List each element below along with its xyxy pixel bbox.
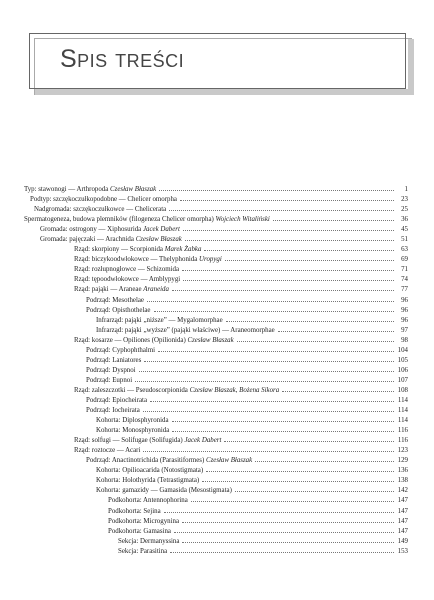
- toc-dot-leader: [172, 290, 394, 291]
- toc-entry-author: Czesław Błaszak: [135, 236, 182, 244]
- toc-page-number: 136: [397, 467, 408, 475]
- toc-entry-label: [86, 356, 141, 366]
- toc-entry-label: [74, 265, 179, 275]
- toc-entry: [24, 496, 408, 506]
- toc-page-number: 129: [397, 457, 408, 465]
- toc-entry-title: Podkohorta: Sejina: [108, 507, 161, 515]
- toc-page-number: 74: [401, 276, 408, 284]
- toc-entry-author: Wojciech Witaliński: [215, 216, 270, 224]
- toc-entry-label: [86, 346, 155, 356]
- header-shadow-right: [408, 39, 414, 95]
- toc-dot-leader: [255, 461, 394, 462]
- toc-entry-title: Kohorta: Diplosphyronida: [96, 417, 169, 425]
- toc-entry-title: Podrząd: Cyphophthalmi: [86, 346, 156, 354]
- toc-dot-leader: [237, 341, 394, 342]
- toc-entry-title: Kohorta: Monosphyronida: [96, 427, 170, 435]
- toc-dot-leader: [172, 421, 394, 422]
- toc-entry-title: Podtyp: szczękoczułkopodobne — Chelicer omorpha: [30, 196, 177, 204]
- toc-entry-label: [86, 376, 132, 386]
- toc-entry-label: [74, 255, 222, 265]
- toc-entry: [24, 306, 408, 316]
- toc-dot-leader: [159, 190, 394, 191]
- toc-dot-leader: [206, 471, 394, 472]
- toc-entry-title: Podrząd: Opisthothelae: [86, 306, 151, 314]
- toc-entry-title: Rząd: skorpiony — Scorpionida: [74, 246, 163, 254]
- toc-entry-title: Kohorta: gamazidy — Gamasida (Mesostigmata): [96, 487, 232, 495]
- toc-dot-leader: [144, 361, 394, 362]
- toc-entry-title: Rząd: tępoodwłokowce — Amblypygi: [74, 276, 181, 284]
- toc-dot-leader: [139, 371, 394, 372]
- toc-dot-leader: [143, 411, 394, 412]
- toc-dot-leader: [226, 321, 394, 322]
- page-title: Spis treści: [60, 45, 185, 73]
- toc-entry-label: [30, 195, 177, 205]
- toc-page-number: 108: [397, 386, 408, 394]
- toc-dot-leader: [225, 260, 394, 261]
- toc-entry: [24, 296, 408, 306]
- toc-entry: [24, 416, 408, 426]
- toc-entry: [24, 507, 408, 517]
- toc-entry-label: [118, 547, 167, 557]
- toc-entry-author: Czesław Błaszak, Bożena Sikora: [189, 386, 280, 394]
- toc-entry-label: [34, 205, 166, 215]
- toc-dot-leader: [235, 491, 394, 492]
- toc-dot-leader: [158, 351, 394, 352]
- toc-entry: [24, 386, 408, 396]
- toc-page-number: 25: [401, 206, 408, 214]
- toc-entry: [24, 406, 408, 416]
- toc-entry-title: Rząd: solfugi — Solifugae (Solifugida): [74, 437, 183, 445]
- toc-dot-leader: [164, 512, 394, 513]
- toc-entry: [24, 225, 408, 235]
- toc-entry-label: [96, 316, 223, 326]
- toc-entry: [24, 245, 408, 255]
- toc-entry-label: [24, 185, 156, 195]
- toc-entry: [24, 195, 408, 205]
- toc-entry-title: Typ: stawonogi — Arthropoda: [24, 186, 109, 193]
- toc-entry-label: [108, 517, 179, 527]
- toc-entry: [24, 466, 408, 476]
- table-of-contents: [24, 185, 408, 557]
- toc-dot-leader: [185, 240, 394, 241]
- header-shadow-bottom: [35, 89, 414, 95]
- toc-entry: [24, 376, 408, 386]
- toc-page-number: 69: [401, 256, 408, 264]
- toc-entry-label: [108, 507, 161, 517]
- toc-entry-author: Araneida: [143, 286, 169, 294]
- toc-dot-leader: [170, 552, 394, 553]
- toc-dot-leader: [204, 250, 394, 251]
- toc-entry-title: Sekcja: Parasitina: [118, 547, 168, 555]
- toc-entry-label: [96, 426, 169, 436]
- toc-entry: [24, 326, 408, 336]
- toc-page-number: 116: [397, 427, 408, 435]
- toc-page-number: 147: [397, 507, 408, 515]
- toc-entry-title: Rząd: rozłupnogłowce — Schizomida: [74, 266, 180, 274]
- toc-dot-leader: [182, 542, 394, 543]
- toc-entry-label: [96, 486, 232, 496]
- toc-page-number: 77: [401, 286, 408, 294]
- toc-page-number: 116: [397, 437, 408, 445]
- toc-entry-title: Rząd: roztocze — Acari: [74, 447, 141, 455]
- toc-entry: [24, 446, 408, 456]
- toc-entry-title: Podrząd: Anactinotrichida (Parasitiformes): [86, 457, 205, 465]
- toc-entry-title: Podrząd: Epiocheirata: [86, 396, 148, 404]
- toc-page-number: 114: [397, 407, 408, 415]
- toc-entry-label: [96, 326, 275, 336]
- toc-entry-title: Rząd: kosarze — Opiliones (Opilionida): [74, 336, 186, 344]
- toc-entry-title: Rząd: biczykoodwłokowce — Thelyphonida: [74, 256, 198, 264]
- toc-entry: [24, 255, 408, 265]
- toc-entry: [24, 205, 408, 215]
- toc-entry-label: [96, 416, 169, 426]
- toc-entry-title: Podkohorta: Antennophorina: [108, 497, 188, 505]
- toc-entry-title: Podkohorta: Microgynina: [108, 517, 180, 525]
- toc-entry-title: Podrząd: Mesothelae: [86, 296, 144, 304]
- toc-entry: [24, 275, 408, 285]
- toc-entry-label: [74, 275, 180, 285]
- toc-page-number: 138: [397, 477, 408, 485]
- toc-entry-label: [74, 245, 201, 255]
- toc-entry: [24, 547, 408, 557]
- toc-entry: [24, 265, 408, 275]
- toc-page-number: 153: [397, 547, 408, 555]
- toc-entry: [24, 486, 408, 496]
- toc-entry-label: [86, 406, 140, 416]
- toc-entry-label: [108, 527, 171, 537]
- toc-dot-leader: [182, 270, 394, 271]
- toc-dot-leader: [172, 431, 394, 432]
- toc-entry-title: Gromada: pajęczaki — Arachnida: [40, 236, 134, 244]
- toc-entry-author: Jacek Dabert: [142, 226, 180, 234]
- toc-dot-leader: [278, 331, 394, 332]
- toc-page-number: 96: [401, 306, 408, 314]
- toc-entry-title: Infrarząd: pająki „wyższe” (pająki właściwe) — Araneomorphae: [96, 326, 275, 334]
- toc-dot-leader: [273, 220, 394, 221]
- toc-page-number: 98: [401, 336, 408, 344]
- toc-dot-leader: [183, 230, 394, 231]
- toc-entry-label: [74, 336, 234, 346]
- toc-entry-label: [118, 537, 179, 547]
- toc-entry-label: [74, 386, 279, 396]
- toc-dot-leader: [135, 381, 394, 382]
- toc-entry: [24, 215, 408, 225]
- toc-page-number: 147: [397, 497, 408, 505]
- toc-dot-leader: [202, 481, 394, 482]
- toc-entry-label: [86, 366, 136, 376]
- toc-entry: [24, 456, 408, 466]
- toc-entry-title: Podrząd: Eupnoi: [86, 376, 133, 384]
- toc-page-number: 105: [397, 356, 408, 364]
- toc-entry-author: Czesław Błaszak: [110, 186, 157, 193]
- toc-entry-title: Podkohorta: Gamasina: [108, 527, 171, 535]
- toc-entry-label: [108, 496, 188, 506]
- toc-page-number: 104: [397, 346, 408, 354]
- toc-dot-leader: [174, 532, 394, 533]
- toc-entry-label: [86, 296, 144, 306]
- toc-entry-label: [96, 466, 203, 476]
- toc-entry-label: [74, 446, 140, 456]
- toc-page-number: 45: [401, 226, 408, 234]
- toc-page-number: 106: [397, 366, 408, 374]
- toc-entry: [24, 366, 408, 376]
- toc-entry-label: [74, 436, 221, 446]
- toc-dot-leader: [154, 311, 395, 312]
- toc-entry: [24, 396, 408, 406]
- toc-dot-leader: [182, 522, 394, 523]
- toc-entry-title: Infrarząd: pająki „niższe” — Mygalomorphae: [96, 316, 223, 324]
- toc-page-number: 142: [397, 487, 408, 495]
- toc-page-number: 71: [401, 266, 408, 274]
- toc-entry-label: [86, 396, 147, 406]
- toc-page-number: 51: [401, 236, 408, 244]
- toc-entry: [24, 517, 408, 527]
- toc-entry: [24, 476, 408, 486]
- toc-entry-author: Czesław Błaszak: [206, 457, 253, 465]
- toc-page-number: 96: [401, 316, 408, 324]
- toc-entry-label: [86, 306, 151, 316]
- toc-entry-label: [24, 215, 270, 225]
- toc-entry-title: Gromada: ostrogony — Xiphosurida: [40, 226, 142, 234]
- toc-entry-label: [86, 456, 252, 466]
- toc-page-number: 36: [401, 216, 408, 224]
- toc-entry-label: [40, 235, 182, 245]
- toc-entry-title: Sekcja: Dermanyssina: [118, 537, 180, 545]
- toc-page-number: 23: [401, 196, 408, 204]
- toc-entry: [24, 356, 408, 366]
- toc-entry: [24, 235, 408, 245]
- toc-entry: [24, 426, 408, 436]
- toc-entry-title: Podrząd: Laniatores: [86, 356, 142, 364]
- toc-entry: [24, 346, 408, 356]
- toc-entry: [24, 336, 408, 346]
- toc-entry-label: [40, 225, 180, 235]
- toc-entry-title: Rząd: pająki — Araneae: [74, 286, 142, 294]
- toc-dot-leader: [143, 451, 394, 452]
- toc-entry: [24, 185, 408, 195]
- toc-dot-leader: [150, 401, 394, 402]
- toc-dot-leader: [183, 280, 394, 281]
- toc-page-number: 147: [397, 527, 408, 535]
- toc-page-number: 114: [397, 417, 408, 425]
- toc-entry-title: Kohorta: Holothyrida (Tetrastigmata): [96, 477, 200, 485]
- toc-page-number: 114: [397, 396, 408, 404]
- toc-entry: [24, 527, 408, 537]
- toc-entry-title: Rząd: zaleszczotki — Pseudoscorpionida: [74, 386, 188, 394]
- toc-entry-label: [74, 285, 169, 295]
- toc-entry-author: Czesław Błaszak: [187, 336, 234, 344]
- toc-entry-title: Podrząd: Dyspnoi: [86, 366, 136, 374]
- toc-page-number: 147: [397, 517, 408, 525]
- toc-entry-title: Spermatogeneza, budowa plemników (filogeneza Chelicer omorpha): [24, 216, 214, 224]
- toc-entry: [24, 285, 408, 295]
- toc-dot-leader: [224, 441, 394, 442]
- toc-page-number: 63: [401, 246, 408, 254]
- toc-page-number: 96: [401, 296, 408, 304]
- toc-dot-leader: [191, 501, 394, 502]
- toc-dot-leader: [180, 200, 394, 201]
- toc-entry-author: Jacek Dabert: [184, 437, 222, 445]
- toc-entry: [24, 316, 408, 326]
- toc-page-number: 107: [397, 376, 408, 384]
- toc-page-number: 123: [397, 447, 408, 455]
- toc-entry: [24, 436, 408, 446]
- toc-page-number: 149: [397, 537, 408, 545]
- toc-dot-leader: [147, 301, 394, 302]
- toc-dot-leader: [282, 391, 394, 392]
- toc-entry-title: Podrząd: Iocheirata: [86, 407, 140, 415]
- toc-entry-title: Nadgromada: szczękoczułkowce — Chelicerata: [34, 206, 167, 214]
- toc-entry: [24, 537, 408, 547]
- toc-dot-leader: [169, 210, 394, 211]
- toc-page-number: 97: [401, 326, 408, 334]
- toc-page-number: 1: [404, 186, 408, 193]
- toc-entry-title: Kohorta: Opilioacarida (Notostigmata): [96, 467, 204, 475]
- toc-entry-label: [96, 476, 199, 486]
- toc-entry-author: Uropygi: [199, 256, 222, 264]
- toc-entry-author: Marek Żabka: [164, 246, 202, 254]
